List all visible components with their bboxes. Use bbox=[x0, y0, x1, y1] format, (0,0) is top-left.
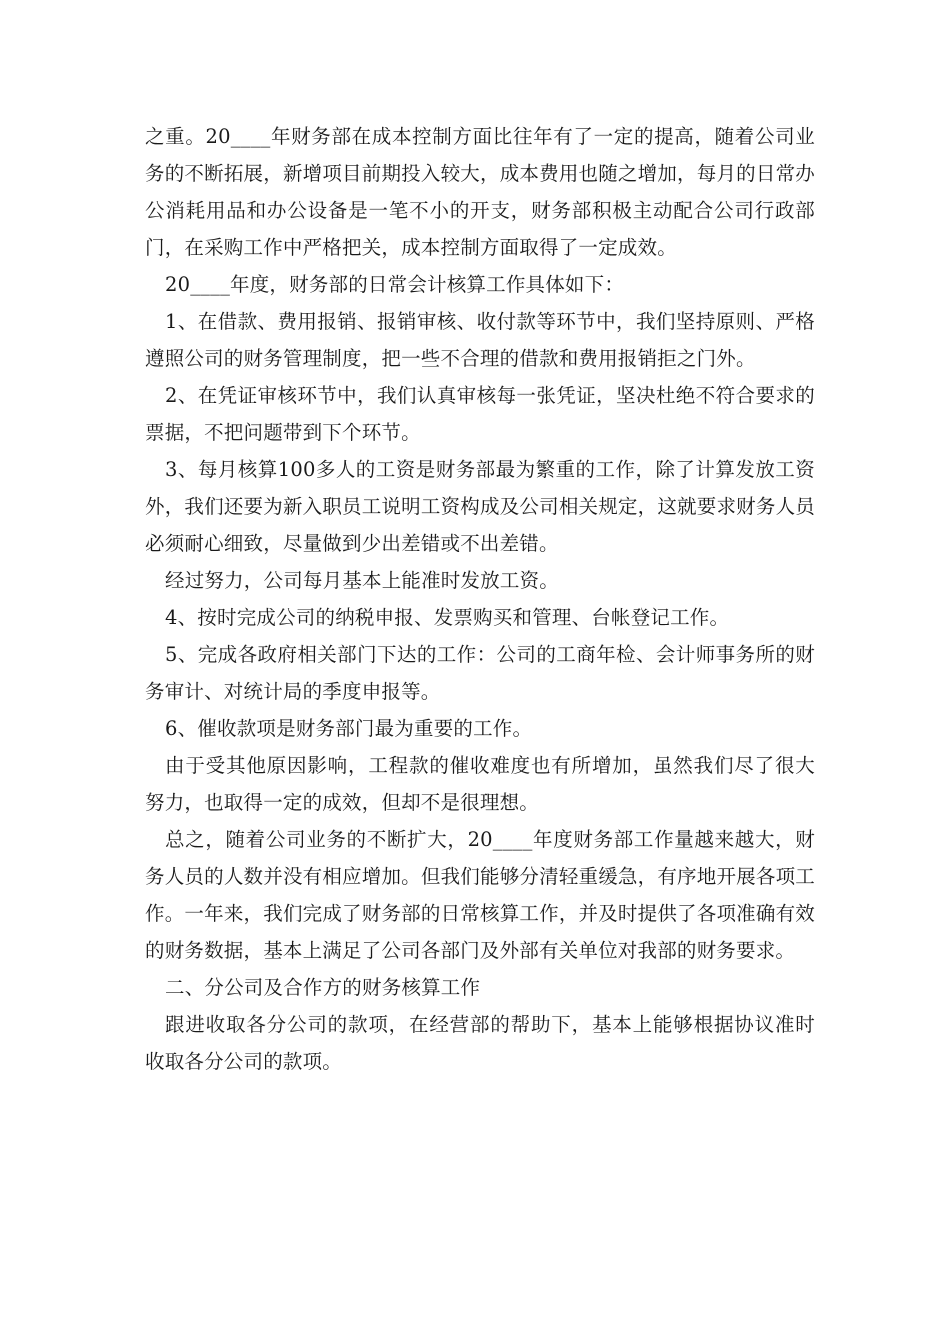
section-heading-branch-accounting: 二、分公司及合作方的财务核算工作 bbox=[165, 976, 481, 999]
paragraph-item-2: 2、在凭证审核环节中，我们认真审核每一张凭证，坚决杜绝不符合要求的票据，不把问题带到下个环节。 bbox=[145, 384, 815, 444]
paragraph-summary: 总之，随着公司业务的不断扩大，20____年度财务部工作量越来越大，财务人员的人数并没有相应增加。但我们能够分清轻重缓急，有序地开展各项工作。一年来，我们完成了财务部的日常核算工作，并及时提供了各项准确有效的财务数据，基本上满足了公司各部门及外部有关单位对我部的财务要求。 bbox=[145, 828, 815, 962]
paragraph-salary-result: 经过努力，公司每月基本上能准时发放工资。 bbox=[165, 569, 560, 592]
paragraph-collection-difficulty: 由于受其他原因影响，工程款的催收难度也有所增加，虽然我们尽了很大努力，也取得一定的成效，但却不是很理想。 bbox=[145, 754, 815, 814]
document-page bbox=[145, 118, 815, 1080]
paragraph-item-4: 4、按时完成公司的纳税申报、发票购买和管理、台帐登记工作。 bbox=[165, 606, 730, 629]
paragraph-item-5: 5、完成各政府相关部门下达的工作：公司的工商年检、会计师事务所的财务审计、对统计局的季度申报等。 bbox=[145, 643, 815, 703]
paragraph-item-3: 3、每月核算100多人的工资是财务部最为繁重的工作，除了计算发放工资外，我们还要为新入职员工说明工资构成及公司相关规定，这就要求财务人员必须耐心细致，尽量做到少出差错或不出差错。 bbox=[145, 458, 815, 555]
paragraph-accounting-intro: 20____年度，财务部的日常会计核算工作具体如下： bbox=[165, 273, 625, 296]
paragraph-item-1: 1、在借款、费用报销、报销审核、收付款等环节中，我们坚持原则、严格遵照公司的财务管理制度，把一些不合理的借款和费用报销拒之门外。 bbox=[145, 310, 815, 370]
paragraph-item-6: 6、催收款项是财务部门最为重要的工作。 bbox=[165, 717, 533, 740]
paragraph-cost-control: 之重。20____年财务部在成本控制方面比往年有了一定的提高，随着公司业务的不断拓展，新增项目前期投入较大，成本费用也随之增加，每月的日常办公消耗用品和办公设备是一笔不小的开支，财务部积极主动配合公司行政部门，在采购工作中严格把关，成本控制方面取得了一定成效。 bbox=[145, 125, 815, 259]
paragraph-branch-collection: 跟进收取各分公司的款项，在经营部的帮助下，基本上能够根据协议准时收取各分公司的款项。 bbox=[145, 1013, 815, 1073]
